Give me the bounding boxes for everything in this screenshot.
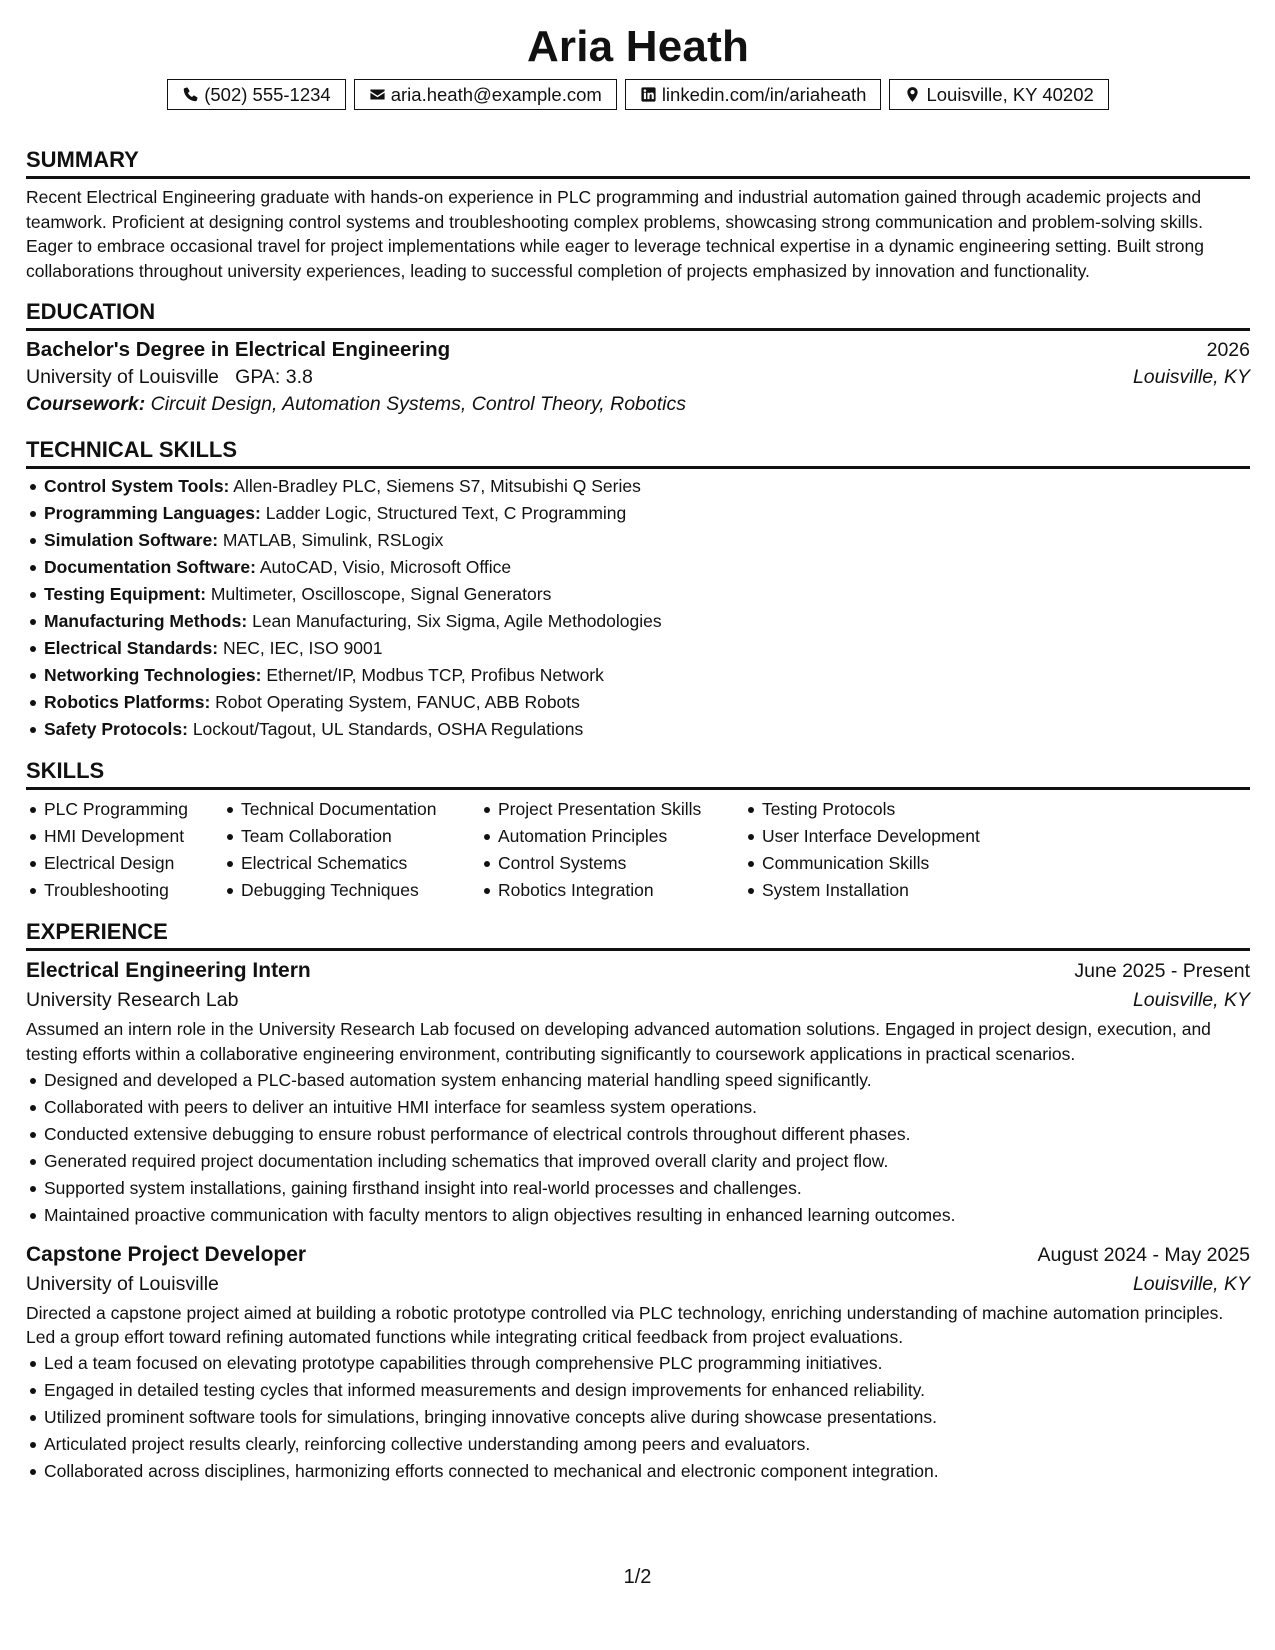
skill-category-label: Documentation Software: [44,557,256,578]
list-item: User Interface Development [744,823,1044,850]
list-item: Led a team focused on elevating prototype capabilities through comprehensive PLC programming initiatives. [26,1350,1250,1377]
list-item [26,527,1250,554]
skill-category-label: Simulation Software: [44,530,219,551]
job-summary: Directed a capstone project aimed at building a robotic prototype controlled via PLC technology, enriching understanding of machine automation principles. Led a group effort toward refining automated functions while integrating critical feedback from project evaluations. [26,1302,1224,1348]
job-dates: August 2024 - May 2025 [1037,1243,1250,1266]
list-item: Team Collaboration [223,823,480,850]
list-item [26,716,1250,743]
job-org-row [26,989,1250,1012]
skill-category-value: Lockout/Tagout, UL Standards, OSHA Regulations [192,719,584,740]
graduation-year: 2026 [1206,339,1250,362]
skill-category-value: Robot Operating System, FANUC, ABB Robots [215,692,580,713]
school-name: University of Louisville [26,366,219,389]
list-item: Maintained proactive communication with faculty mentors to align objectives resulting in enhanced learning outcomes. [26,1202,1250,1229]
skill-category-value: NEC, IEC, ISO 9001 [222,638,383,659]
skill-category-label: Control System Tools: [44,476,230,497]
envelope-icon [369,86,386,103]
job-organization: University Research Lab [26,989,239,1012]
skill-category-value: AutoCAD, Visio, Microsoft Office [259,557,512,578]
list-item: PLC Programming [26,796,223,823]
page-number: 1/2 [623,1566,652,1588]
contact-phone[interactable] [167,79,346,110]
contact-email[interactable] [354,79,617,110]
list-item [26,500,1250,527]
job-bullets [26,1350,1250,1485]
skill-category-label: Testing Equipment: [44,584,207,605]
list-item: Conducted extensive debugging to ensure robust performance of electrical controls throughout different phases. [26,1121,1250,1148]
job-location: Louisville, KY [1132,1272,1250,1295]
list-item: Control Systems [480,850,744,877]
skill-category-label: Networking Technologies: [44,665,262,686]
skill-category-label: Programming Languages: [44,503,261,524]
summary-section [26,146,1250,283]
job-location: Louisville, KY [1132,989,1250,1012]
section-title-experience: EXPERIENCE [26,918,1250,951]
job-dates: June 2025 - Present [1074,960,1250,983]
school-info [26,366,313,389]
list-item: Engaged in detailed testing cycles that informed measurements and design improvements for enhanced reliability. [26,1377,1250,1404]
list-item: Robotics Integration [480,877,744,904]
skills-column [26,796,223,904]
section-title-summary: SUMMARY [26,146,1250,179]
technical-skills-section [26,436,1250,743]
skill-category-label: Electrical Standards: [44,638,219,659]
skill-category-value: Lean Manufacturing, Six Sigma, Agile Methodologies [252,611,662,632]
skill-category-label: Robotics Platforms: [44,692,211,713]
list-item: Generated required project documentation including schematics that improved overall clarity and project flow. [26,1148,1250,1175]
phone-icon [182,86,199,103]
job-title: Electrical Engineering Intern [26,959,311,983]
education-degree-row [26,338,1250,362]
list-item [26,689,1250,716]
list-item [26,608,1250,635]
list-item [26,662,1250,689]
map-pin-icon [904,86,921,103]
job-header-row [26,959,1250,983]
skill-category-value: Ethernet/IP, Modbus TCP, Profibus Network [266,665,604,686]
skills-column [480,796,744,904]
contact-location [889,79,1108,110]
list-item: Technical Documentation [223,796,480,823]
list-item: Collaborated with peers to deliver an intuitive HMI interface for seamless system operations. [26,1094,1250,1121]
skills-grid [26,796,1250,904]
section-title-technical-skills: TECHNICAL SKILLS [26,436,1250,469]
list-item: Designed and developed a PLC-based automation system enhancing material handling speed significantly. [26,1067,1250,1094]
list-item: System Installation [744,877,1044,904]
list-item: Collaborated across disciplines, harmonizing efforts connected to mechanical and electronic component integration. [26,1458,1250,1485]
job-summary: Assumed an intern role in the University Research Lab focused on developing advanced automation solutions. Engaged in project design, execution, and testing efforts within a collaborative engineering environment, contributing significantly to coursework applications in practical scenarios. [26,1019,1211,1064]
list-item [26,554,1250,581]
gpa: GPA: 3.8 [235,366,313,389]
experience-section [26,918,1250,1484]
experience-entry [26,1243,1250,1485]
skill-category-value: Ladder Logic, Structured Text, C Programming [265,503,627,524]
education-section [26,298,1250,416]
list-item: HMI Development [26,823,223,850]
section-title-skills: SKILLS [26,757,1250,790]
job-organization: University of Louisville [26,1272,219,1295]
list-item: Automation Principles [480,823,744,850]
school-location: Louisville, KY [1132,366,1250,389]
list-item: Testing Protocols [744,796,1044,823]
linkedin-icon [640,86,657,103]
coursework-label: Coursework: [26,393,146,416]
section-title-education: EDUCATION [26,298,1250,331]
job-header-row [26,1243,1250,1267]
education-school-row [26,366,1250,389]
contact-linkedin[interactable] [625,79,882,110]
skill-category-value: MATLAB, Simulink, RSLogix [222,530,444,551]
experience-entry [26,959,1250,1228]
skill-category-label: Safety Protocols: [44,719,188,740]
list-item: Utilized prominent software tools for simulations, bringing innovative concepts alive during showcase presentations. [26,1404,1250,1431]
technical-skills-list [26,473,1250,743]
list-item: Supported system installations, gaining firsthand insight into real-world processes and challenges. [26,1175,1250,1202]
candidate-name: Aria Heath [526,22,750,71]
skill-category-label: Manufacturing Methods: [44,611,248,632]
list-item: Troubleshooting [26,877,223,904]
skills-column [223,796,480,904]
contact-bar [26,79,1250,110]
skill-category-value: Allen-Bradley PLC, Siemens S7, Mitsubishi Q Series [233,476,641,497]
coursework [26,393,1250,416]
job-bullets [26,1067,1250,1229]
contact-linkedin-text: linkedin.com/in/ariaheath [661,83,867,105]
job-title: Capstone Project Developer [26,1242,307,1266]
list-item: Articulated project results clearly, reinforcing collective understanding among peers and evaluators. [26,1431,1250,1458]
skills-section [26,757,1250,904]
list-item [26,581,1250,608]
skills-column [744,796,1044,904]
list-item: Debugging Techniques [223,877,480,904]
list-item: Electrical Schematics [223,850,480,877]
resume-page [26,0,1250,1485]
job-org-row [26,1273,1250,1296]
list-item: Electrical Design [26,850,223,877]
list-item: Communication Skills [744,850,1044,877]
degree-title: Bachelor's Degree in Electrical Engineering [26,338,451,362]
contact-location-text: Louisville, KY 40202 [926,83,1094,105]
list-item: Project Presentation Skills [480,796,744,823]
list-item [26,635,1250,662]
summary-text: Recent Electrical Engineering graduate with hands-on experience in PLC programming and industrial automation gained through academic projects and teamwork. Proficient at designing control systems and troubleshooting complex problems, showcasing strong communication and problem-solving skills. Eager to embrace occasional travel for project implementations while eager to leverage technical expertise in a dynamic engineering setting. Built strong collaborations throughout university experiences, leading to successful completion of projects emphasized by innovation and functionality. [26,187,1204,281]
coursework-list: Circuit Design, Automation Systems, Control Theory, Robotics [150,393,686,416]
list-item [26,473,1250,500]
contact-phone-text: (502) 555-1234 [204,83,331,105]
skill-category-value: Multimeter, Oscilloscope, Signal Generators [210,584,552,605]
contact-email-text: aria.heath@example.com [390,83,602,105]
